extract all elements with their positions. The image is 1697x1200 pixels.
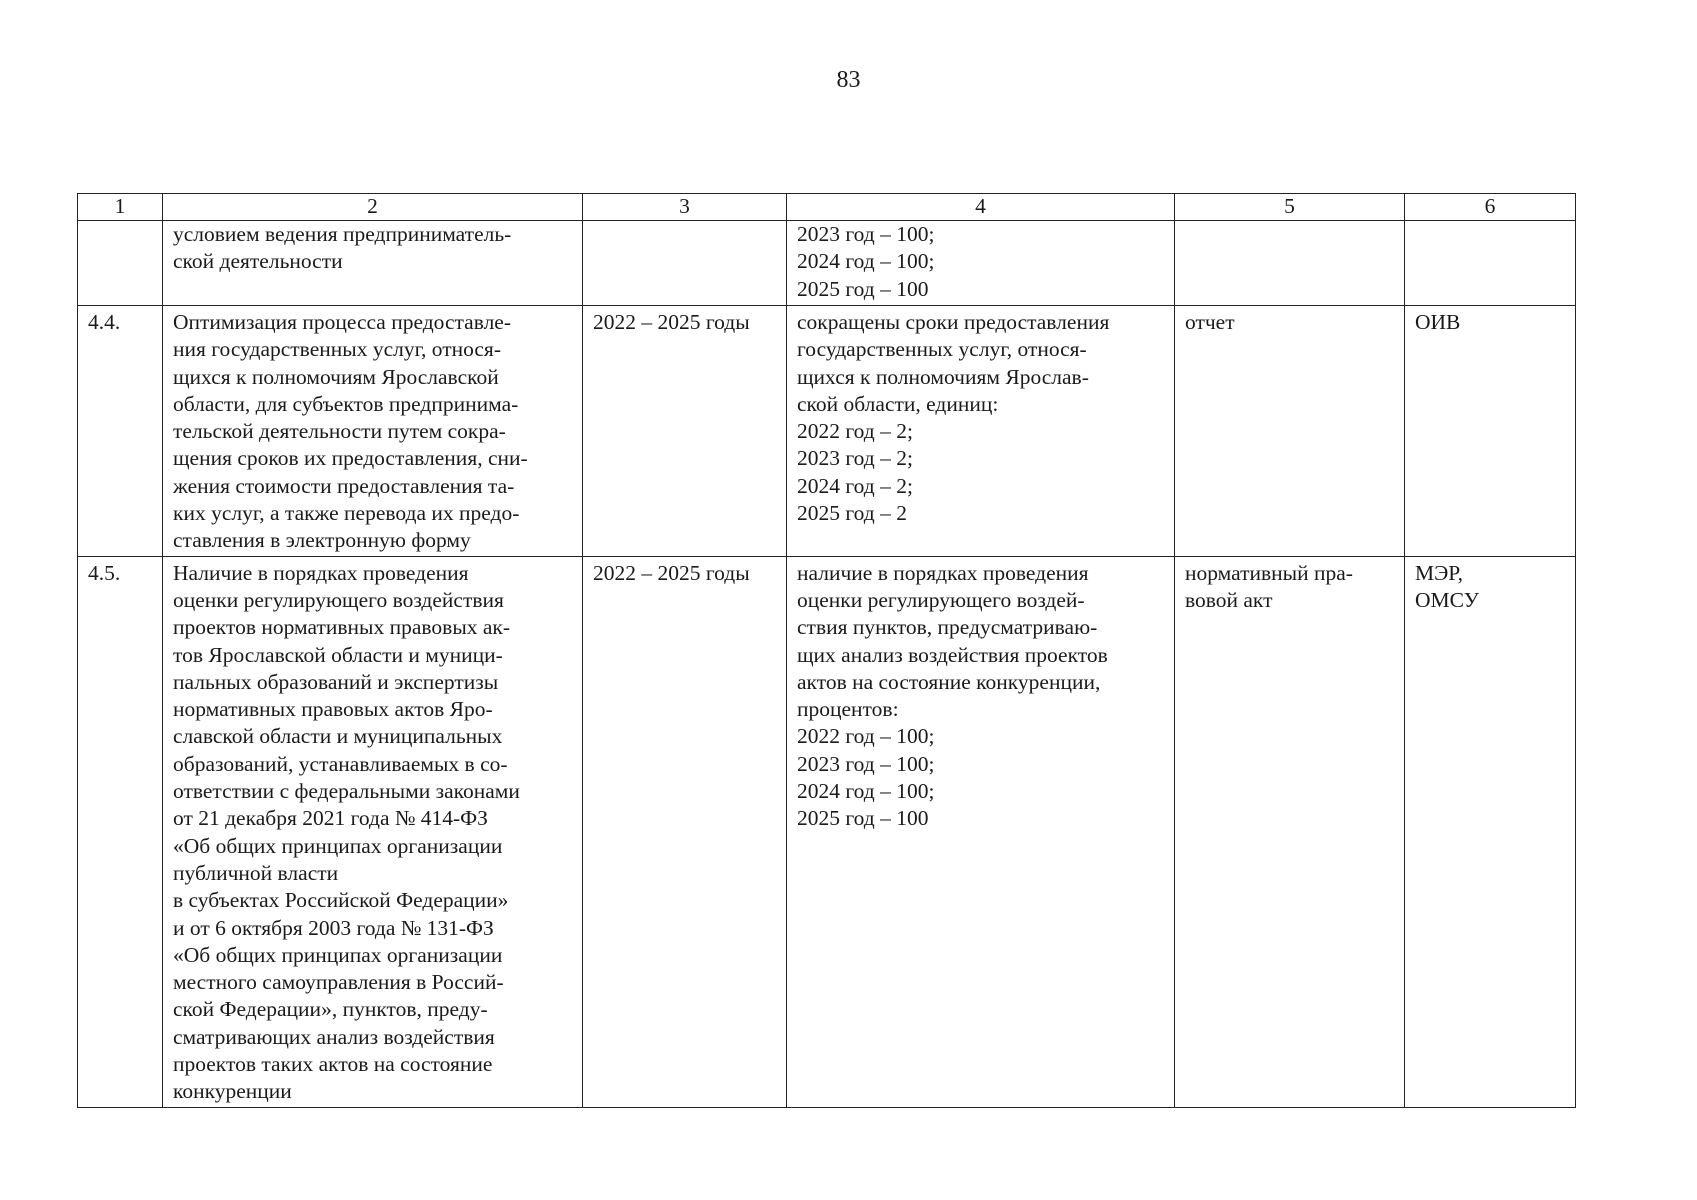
indicator-cell <box>787 221 1175 306</box>
indicator-line: щих анализ воздействия проектов <box>797 642 1108 667</box>
indicator-line: 2025 год – 2 <box>797 501 907 526</box>
measure-line: образований, устанавливаемых в со- <box>173 751 508 776</box>
measure-cell <box>163 556 583 1107</box>
result-line: нормативный пра- <box>1185 560 1353 585</box>
measure-line: проектов нормативных правовых ак- <box>173 615 511 640</box>
measure-line: оценки регулирующего воздействия <box>173 587 504 612</box>
table-header-row <box>78 194 1576 221</box>
table-row <box>78 306 1576 557</box>
indicator-line: оценки регулирующего воздей- <box>797 587 1085 612</box>
indicator-cell <box>787 556 1175 1107</box>
measure-line: тельской деятельности путем сокра- <box>173 419 506 444</box>
measure-line: «Об общих принципах организации <box>173 942 503 967</box>
column-header-2: 2 <box>163 194 583 221</box>
responsible-line: ОМСУ <box>1415 587 1479 612</box>
indicator-line: 2023 год – 2; <box>797 446 913 471</box>
measure-line: славской области и муниципальных <box>173 724 503 749</box>
measure-line: публичной власти <box>173 860 339 885</box>
column-header-4: 4 <box>787 194 1175 221</box>
measure-line: ставления в электронную форму <box>173 528 471 553</box>
result-cell <box>1175 221 1405 306</box>
measure-line: Наличие в порядках проведения <box>173 560 469 585</box>
table-row <box>78 556 1576 1107</box>
indicator-line: 2025 год – 100 <box>797 806 929 831</box>
indicator-line: 2024 год – 100; <box>797 779 935 804</box>
indicator-line: сокращены сроки предоставления <box>797 310 1110 334</box>
responsible-line: МЭР, <box>1415 560 1463 585</box>
indicator-line: 2023 год – 100; <box>797 751 935 776</box>
period-cell <box>583 221 787 306</box>
measure-line: щихся к полномочиям Ярославской <box>173 364 499 389</box>
column-header-1: 1 <box>78 194 163 221</box>
responsible-cell <box>1405 221 1576 306</box>
measure-line: проектов таких актов на состояние <box>173 1052 493 1077</box>
measure-line: ской Федерации», пунктов, преду- <box>173 997 488 1022</box>
column-header-6: 6 <box>1405 194 1576 221</box>
indicator-line: 2023 год – 100; <box>797 222 935 246</box>
indicator-line: 2022 год – 100; <box>797 724 935 749</box>
indicator-line: процентов: <box>797 697 899 722</box>
row-number-cell <box>78 221 163 306</box>
measure-cell <box>163 221 583 306</box>
measure-line: в субъектах Российской Федерации» <box>173 888 509 913</box>
measure-line: щения сроков их предоставления, сни- <box>173 446 528 471</box>
indicator-line: актов на состояние конкуренции, <box>797 669 1101 694</box>
indicator-line: 2025 год – 100 <box>797 276 929 301</box>
measure-line: местного самоуправления в Россий- <box>173 970 504 995</box>
measure-line: нормативных правовых актов Яро- <box>173 697 493 722</box>
responsible-cell <box>1405 306 1576 557</box>
measure-cell <box>163 306 583 557</box>
result-cell: отчет <box>1175 306 1405 557</box>
measure-line: условием ведения предприниматель- <box>173 222 512 246</box>
measure-line: ния государственных услуг, относя- <box>173 337 501 362</box>
measure-line: сматривающих анализ воздействия <box>173 1024 495 1049</box>
result-line: вовой акт <box>1185 587 1273 612</box>
indicator-cell <box>787 306 1175 557</box>
indicator-line: ствия пунктов, предусматриваю- <box>797 615 1098 640</box>
measure-line: от 21 декабря 2021 года № 414-ФЗ <box>173 806 488 831</box>
result-cell <box>1175 556 1405 1107</box>
row-number-cell: 4.5. <box>78 556 163 1107</box>
column-header-3: 3 <box>583 194 787 221</box>
measure-line: области, для субъектов предпринима- <box>173 391 519 416</box>
table-row <box>78 221 1576 306</box>
page-number: 83 <box>836 67 861 93</box>
indicator-line: ской области, единиц: <box>797 391 999 416</box>
measure-line: жения стоимости предоставления та- <box>173 473 515 498</box>
measure-line: «Об общих принципах организации <box>173 833 503 858</box>
column-header-5: 5 <box>1175 194 1405 221</box>
measure-line: тов Ярославской области и муници- <box>173 642 503 667</box>
indicator-line: государственных услуг, относя- <box>797 337 1087 362</box>
measure-line: и от 6 октября 2003 года № 131-ФЗ <box>173 915 494 940</box>
responsible-cell <box>1405 556 1576 1107</box>
period-cell: 2022 – 2025 годы <box>583 556 787 1107</box>
measure-line: пальных образований и экспертизы <box>173 669 499 694</box>
measure-line: ской деятельности <box>173 249 343 274</box>
measure-line: ответствии с федеральными законами <box>173 779 520 804</box>
indicator-line: 2022 год – 2; <box>797 419 913 444</box>
indicator-line: 2024 год – 100; <box>797 249 935 274</box>
period-cell: 2022 – 2025 годы <box>583 306 787 557</box>
indicator-line: 2024 год – 2; <box>797 473 913 498</box>
responsible-line: ОИВ <box>1415 310 1461 334</box>
measure-line: Оптимизация процесса предоставле- <box>173 310 511 334</box>
measure-line: конкуренции <box>173 1079 292 1104</box>
measure-line: ких услуг, а также перевода их предо- <box>173 501 520 526</box>
indicator-line: щихся к полномочиям Ярослав- <box>797 364 1089 389</box>
indicator-line: наличие в порядках проведения <box>797 560 1089 585</box>
measures-table <box>77 193 1576 1108</box>
row-number-cell: 4.4. <box>78 306 163 557</box>
